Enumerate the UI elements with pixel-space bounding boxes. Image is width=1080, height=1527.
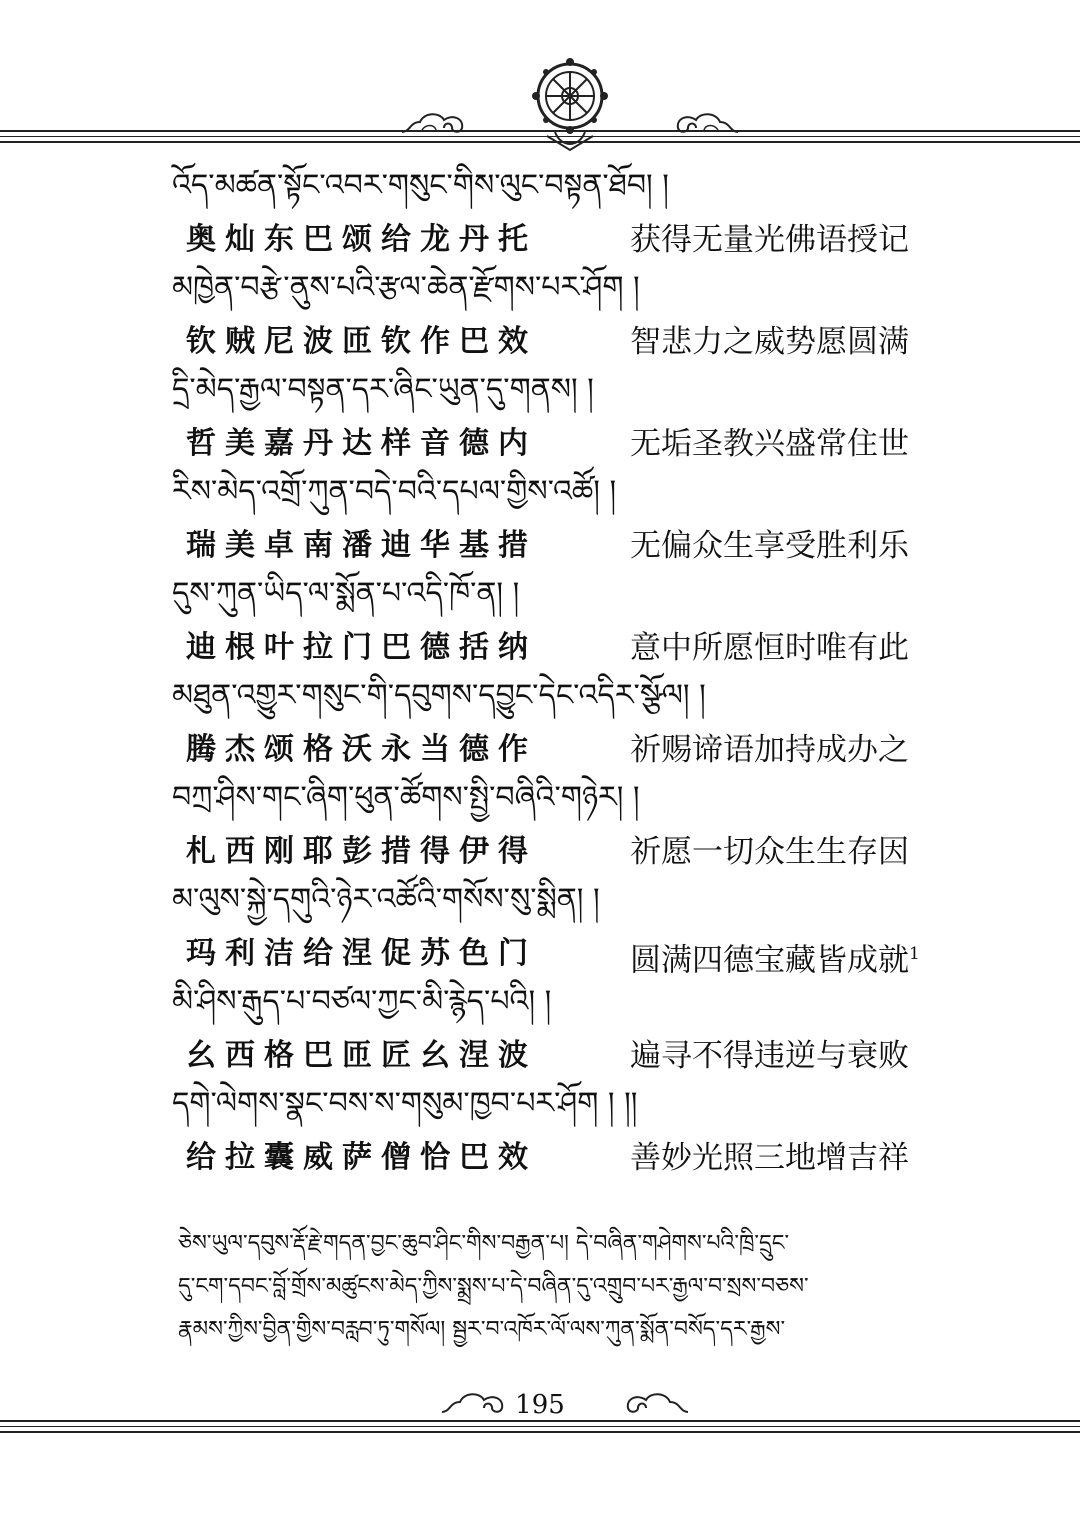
verse-chinese-text: 圆满四德宝藏皆成就 (630, 942, 909, 979)
verse-tibetan-line: དུས་ཀུན་ཡིད་ལ་སྨོན་པ་འདི་ཁོ་ན། ། (172, 576, 520, 611)
verse-chinese: 祈赐谛语加持成办之 (630, 732, 909, 768)
verse-chinese: 意中所愿恒时唯有此 (630, 630, 909, 666)
verse-transliteration: 幺西格巴匝匠幺涅波 (186, 1038, 537, 1073)
footer-rule (0, 1418, 1080, 1438)
verse-transliteration: 给拉囊威萨僧恰巴效 (186, 1140, 537, 1175)
colophon-line: ཅེས་ཡུལ་དབུས་རྡོ་རྗེ་གདན་བྱང་ཆུབ་ཤིང་གིས་བརྒྱན་པ། དེ་བཞིན་གཤེགས་པའི་ཁྲི་དྲུང་ (178, 1231, 790, 1256)
verse-transliteration: 迪根叶拉门巴德括纳 (186, 630, 537, 665)
verse-transliteration: 腾杰颂格沃永当德作 (186, 732, 537, 767)
verse-tibetan-line: དྲི་མེད་རྒྱལ་བསྟན་དར་ཞིང་ཡུན་དུ་གནས། ། (172, 372, 594, 407)
verse-chinese: 获得无量光佛语授记 (630, 222, 909, 258)
verse-tibetan-line: རིས་མེད་འགྲོ་ཀུན་བདེ་བའི་དཔལ་གྱིས་འཚོ། ། (172, 474, 617, 509)
verse-tibetan-line: མ་ལུས་སྐྱེ་དགུའི་ཉེར་འཚོའི་གསོས་སུ་སྨིན། ། (172, 882, 600, 917)
colophon-line: རྣམས་ཀྱིས་བྱིན་གྱིས་བརླབ་ཏུ་གསོལ། སྦྱར་བ་འཁོར་ལོ་ལས་ཀུན་སྨོན་བསོད་དར་རྒྱས་ (178, 1317, 786, 1342)
verse-chinese: 无垢圣教兴盛常住世 (630, 426, 909, 462)
verse-transliteration: 札西刚耶彭措得伊得 (186, 834, 537, 869)
verse-transliteration: 钦贼尼波匝钦作巴效 (186, 324, 537, 359)
dharma-wheel-icon (525, 52, 615, 152)
verse-chinese: 无偏众生享受胜利乐 (630, 528, 909, 564)
right-cloud-ornament (670, 108, 740, 136)
verse-chinese: 智悲力之威势愿圆满 (630, 324, 909, 360)
footnote-marker[interactable]: 1 (909, 944, 920, 964)
verse-chinese: 祈愿一切众生生存因 (630, 834, 909, 870)
colophon-line: དུ་ངག་དབང་བློ་གྲོས་མཚུངས་མེད་ཀྱིས་སྨྲས་པ་དེ་བཞིན་དུ་འགྲུབ་པར་རྒྱལ་བ་སྲས་བཅས་ (178, 1274, 809, 1299)
colophon (178, 1222, 978, 1351)
verse-tibetan-line: མཐུན་འགྱུར་གསུང་གི་དབུགས་དབྱུང་དེང་འདིར་སྩོལ། ། (172, 678, 706, 713)
verse-transliteration: 玛利洁给涅促苏色门 (186, 936, 537, 971)
verse-chinese: 遍寻不得违逆与衰败 (630, 1038, 909, 1074)
verse-tibetan-line: མི་ཤིས་རྒུད་པ་བཙལ་ཀྱང་མི་རྙེད་པའི། ། (172, 984, 552, 1019)
verse-transliteration: 奥灿东巴颂给龙丹托 (186, 222, 537, 257)
verse-transliteration: 瑞美卓南潘迪华基措 (186, 528, 537, 563)
left-cloud-ornament (400, 108, 470, 136)
verse-tibetan-line: མཁྱེན་བརྩེ་ནུས་པའི་རྩལ་ཆེན་རྫོགས་པར་ཤོག ། (172, 270, 640, 305)
verse-tibetan-line: འོད་མཚན་སྟོང་འབར་གསུང་གིས་ལུང་བསྟན་ཐོབ། ། (172, 168, 669, 203)
verse-chinese: 善妙光照三地增吉祥 (630, 1140, 909, 1176)
verse-chinese (630, 934, 920, 980)
verse-tibetan-line: དགེ་ལེགས་སྣང་བས་ས་གསུམ་ཁྱབ་པར་ཤོག ། །། (172, 1086, 638, 1121)
verse-transliteration: 哲美嘉丹达样音德内 (186, 426, 537, 461)
verse-tibetan-line: བཀྲ་ཤིས་གང་ཞིག་ཕུན་ཚོགས་སྤྱི་བཞིའི་གཉེར། ། (172, 780, 640, 815)
page-number: 195 (515, 1390, 565, 1420)
